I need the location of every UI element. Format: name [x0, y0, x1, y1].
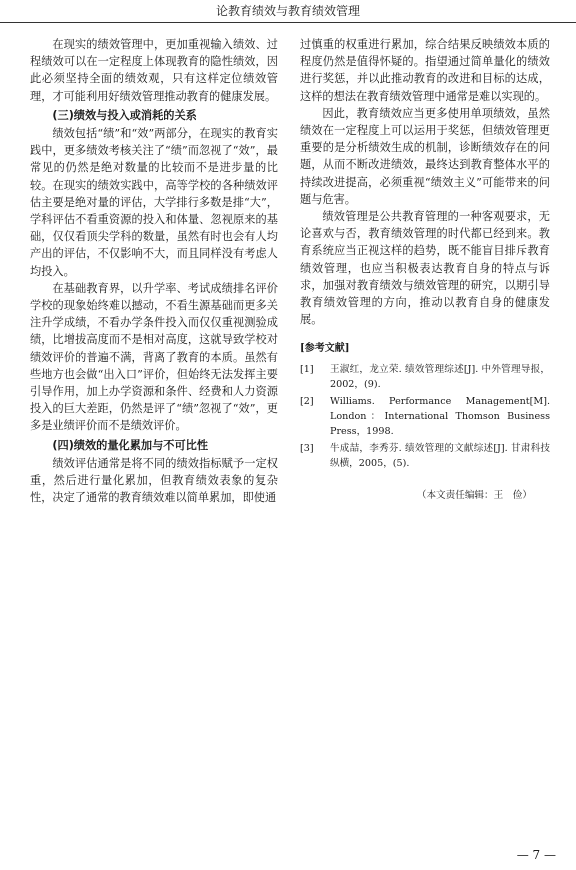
paragraph: 绩效管理是公共教育管理的一种客观要求，无论喜欢与否，教育绩效管理的时代都已经到来。教育系统应当正视这样的趋势，既不能盲目排斥教育绩效管理，也应当积极表达教育自身的特点与诉求，加强对教育绩效与绩效管理的研究，以期引导教育绩效管理的方向，推动以教育自身的健康发展。	[300, 210, 550, 327]
paragraph: 在基础教育界，以升学率、考试成绩排名评价学校的现象始终难以撼动，不看生源基础而更多关注升学成绩，不看办学条件投入而仅仅重视测验成绩，比增拔高度而不是相对高度，这就导致学校对绩效评价的普遍不满，背离了教育的本质。虽然有些地方也会做“出入口”评价，但始终无法发挥主要引导作用，加上办学资源和条件、经费和人力资源投入的巨大差距，仍然是评了“绩”忽视了“效”，更多是业绩评价而不是绩效评价。	[30, 281, 278, 433]
reference-text: 牛成喆，李秀芬. 绩效管理的文献综述[J]. 甘肃科技纵横，2005，(5).	[330, 443, 550, 470]
references-title: [参考文献]	[300, 343, 350, 355]
section-heading: (三)绩效与投入或消耗的关系	[52, 108, 197, 122]
reference-item	[300, 441, 550, 471]
editor-note: （本文责任编辑：王 俭）	[416, 490, 532, 502]
running-title: 论教育绩效与教育绩效管理	[215, 4, 360, 18]
left-column	[30, 36, 278, 506]
paragraph: 在现实的绩效管理中，更加重视输入绩效、过程绩效可以在一定程度上体现教育的隐性绩效，因此必须坚持全面的绩效观，只有这样定位绩效管理，才可能利用好绩效管理推动教育的健康发展。	[30, 38, 278, 103]
right-column	[300, 36, 550, 503]
running-header	[0, 4, 576, 23]
reference-item	[300, 362, 550, 392]
paragraph: 绩效包括“绩”和“效”两部分，在现实的教育实践中，更多绩效考核关注了“绩”而忽视了“效”，最常见的仍然是绝对数量的比较而不是进步量的比较。在现实的绩效实践中，高等学校的各种绩效评估主要是绝对量的评估，大学排行多数是排“大”，学科评估不看重资源的投入和体量、忽视原来的基础，仅仅看顶尖学科的数量，虽然有时也会有人均产出的评估，不仅影响不大，而且同样没有考虑人均投入。	[30, 127, 278, 278]
paragraph: 过慎重的权重进行累加，综合结果反映绩效本质的程度仍然是值得怀疑的。指望通过简单量化的绩效进行奖惩，并以此推动教育的改进和目标的达成，这样的想法在教育绩效管理中通常是难以实现的。	[300, 38, 550, 103]
reference-item	[300, 394, 550, 439]
paragraph: 因此，教育绩效应当更多使用单项绩效，虽然绩效在一定程度上可以运用于奖惩，但绩效管理更重要的是分析绩效生成的机制，诊断绩效存在的问题，从而不断改进绩效，最终达到教育整体水平的持续改进提高，必须重视“绩效主义”可能带来的问题与危害。	[300, 106, 550, 206]
page-number: — 7 —	[516, 848, 556, 862]
reference-number: [1]	[300, 364, 314, 376]
reference-text: Williams. Performance Management[M]. London：International Thomson Business Press，1998.	[330, 396, 550, 438]
paragraph: 绩效评估通常是将不同的绩效指标赋予一定权重，然后进行量化累加，但教育绩效表象的复杂性，决定了通常的教育绩效难以简单累加，即使通	[30, 456, 278, 505]
reference-number: [3]	[300, 443, 314, 455]
reference-text: 王淑红，龙立荣. 绩效管理综述[J]. 中外管理导报，2002，(9).	[330, 364, 550, 391]
reference-number: [2]	[300, 396, 314, 408]
section-heading: (四)绩效的量化累加与不可比性	[52, 438, 209, 452]
